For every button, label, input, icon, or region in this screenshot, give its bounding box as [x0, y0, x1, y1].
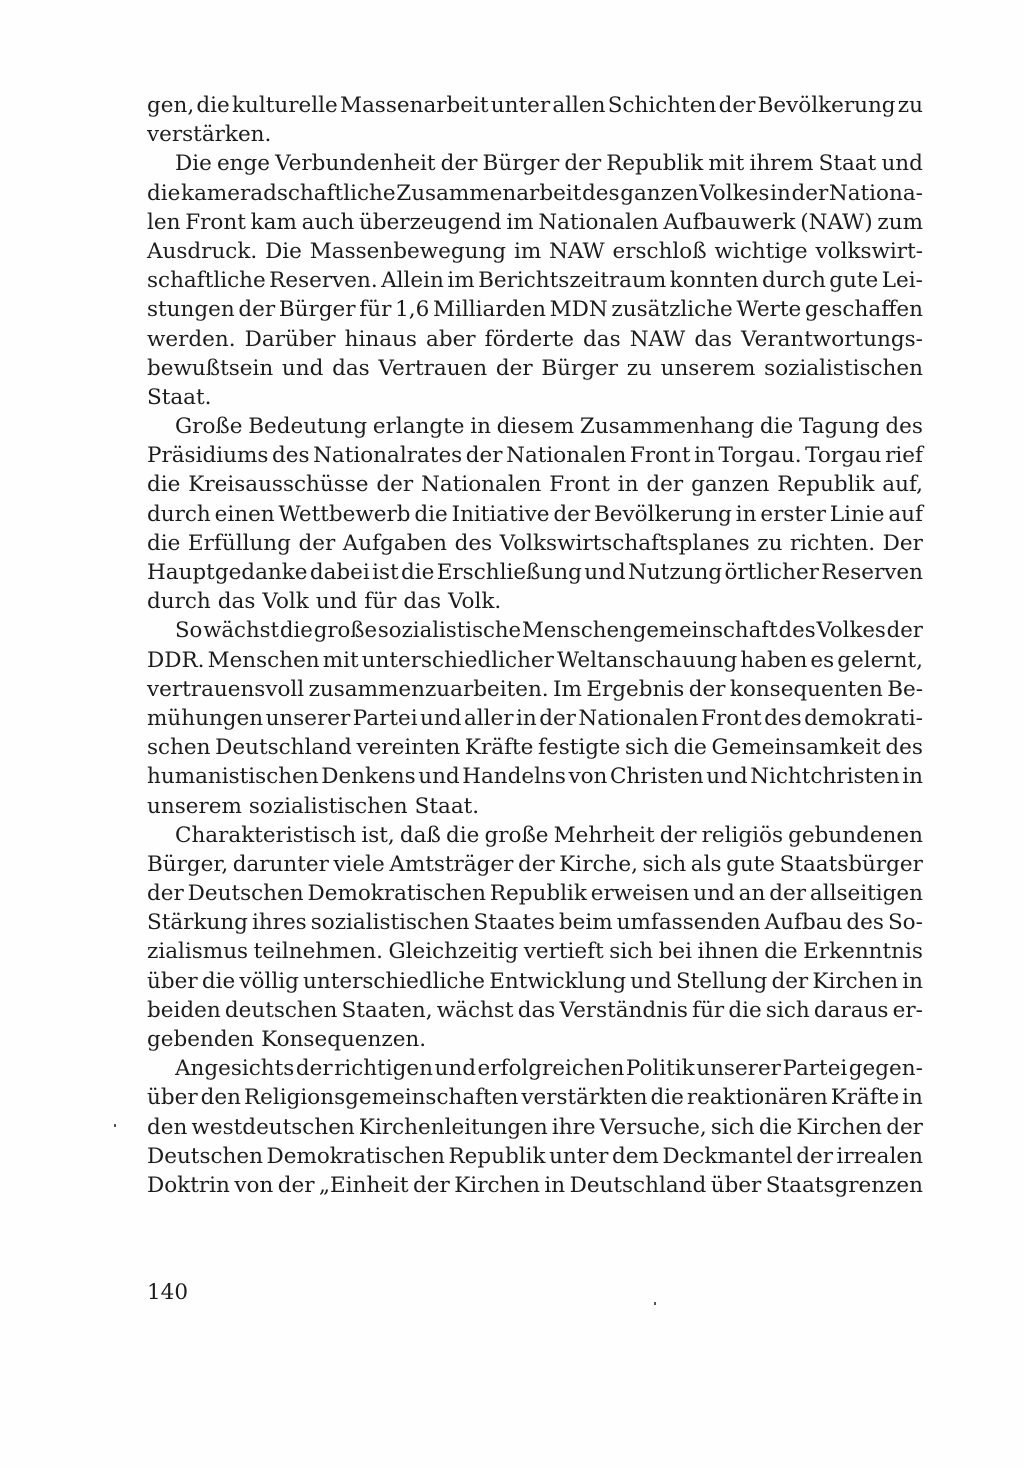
text-line: schaftliche Reserven. Allein im Berichtszeitraum konnten durch gute Lei- — [147, 268, 923, 294]
text-line: Präsidiums des Nationalrates der Nationalen Front in Torgau. Torgau rief — [147, 443, 923, 469]
text-line: die Erfüllung der Aufgaben des Volkswirtschaftsplanes zu richten. Der — [147, 530, 923, 556]
text-line: humanistischen Denkens und Handelns von Christen und Nichtchristen in — [147, 764, 923, 790]
text-line: So wächst die große sozialistische Menschengemeinschaft des Volkes der — [175, 618, 923, 644]
text-line: den westdeutschen Kirchenleitungen ihre Versuche, sich die Kirchen der — [147, 1114, 923, 1140]
text-line: über den Religionsgemeinschaften verstärkten die reaktionären Kräfte in — [147, 1085, 923, 1111]
text-line: der Deutschen Demokratischen Republik erweisen und an der allseitigen — [147, 881, 923, 907]
text-line: Bürger, darunter viele Amtsträger der Kirche, sich als gute Staatsbürger — [147, 851, 923, 877]
text-line: Doktrin von der „Einheit der Kirchen in Deutschland über Staatsgrenzen — [147, 1172, 923, 1198]
text-line: die Kreisausschüsse der Nationalen Front in der ganzen Republik auf, — [147, 472, 923, 498]
page-number: 140 — [147, 1280, 189, 1305]
text-line: Angesichts der richtigen und erfolgreichen Politik unserer Partei gegen- — [175, 1056, 923, 1082]
text-line: Charakteristisch ist, daß die große Mehrheit der religiös gebundenen — [175, 822, 923, 848]
text-line: durch das Volk und für das Volk. — [147, 589, 502, 615]
body-text — [147, 91, 923, 1200]
text-line: die kameradschaftliche Zusammenarbeit des ganzen Volkes in der Nationa- — [147, 180, 923, 206]
text-line: Große Bedeutung erlangte in diesem Zusammenhang die Tagung des — [175, 414, 923, 440]
text-line: Staat. — [147, 384, 212, 410]
text-line: werden. Darüber hinaus aber förderte das NAW das Verantwortungs- — [147, 326, 923, 352]
text-line: zialismus teilnehmen. Gleichzeitig vertieft sich bei ihnen die Erkenntnis — [147, 939, 923, 965]
text-line: Stärkung ihres sozialistischen Staates beim umfassenden Aufbau des So- — [147, 910, 923, 936]
text-line: über die völlig unterschiedliche Entwicklung und Stellung der Kirchen in — [147, 968, 923, 994]
text-line: verstärken. — [147, 122, 272, 148]
text-line: gen, die kulturelle Massenarbeit unter allen Schichten der Bevölkerung zu — [147, 93, 923, 118]
text-line: Deutschen Demokratischen Republik unter dem Deckmantel der irrealen — [147, 1143, 923, 1169]
text-line: Hauptgedanke dabei ist die Erschließung und Nutzung örtlicher Reserven — [147, 560, 923, 585]
text-line: durch einen Wettbewerb die Initiative der Bevölkerung in erster Linie auf — [147, 501, 923, 527]
text-line: stungen der Bürger für 1,6 Milliarden MDN zusätzliche Werte geschaffen — [147, 297, 923, 323]
text-line: mühungen unserer Partei und aller in der Nationalen Front des demokrati- — [147, 705, 923, 731]
text-line: beiden deutschen Staaten, wächst das Verständnis für die sich daraus er- — [147, 997, 923, 1023]
scan-speck — [654, 1302, 656, 1305]
text-line: schen Deutschland vereinten Kräfte festigte sich die Gemeinsamkeit des — [147, 735, 923, 761]
text-line: Ausdruck. Die Massenbewegung im NAW erschloß wichtige volkswirt- — [147, 238, 923, 264]
text-line: DDR. Menschen mit unterschiedlicher Weltanschauung haben es gelernt, — [147, 647, 923, 673]
text-line: gebenden Konsequenzen. — [147, 1027, 427, 1052]
text-line: len Front kam auch überzeugend im Nationalen Aufbauwerk (NAW) zum — [147, 209, 923, 235]
scan-speck — [114, 1124, 116, 1127]
text-line: Die enge Verbundenheit der Bürger der Republik mit ihrem Staat und — [175, 151, 923, 177]
text-line: unserem sozialistischen Staat. — [147, 793, 480, 819]
text-line: vertrauensvoll zusammenzuarbeiten. Im Ergebnis der konsequenten Be- — [147, 676, 923, 702]
text-line: bewußtsein und das Vertrauen der Bürger zu unserem sozialistischen — [147, 355, 923, 381]
